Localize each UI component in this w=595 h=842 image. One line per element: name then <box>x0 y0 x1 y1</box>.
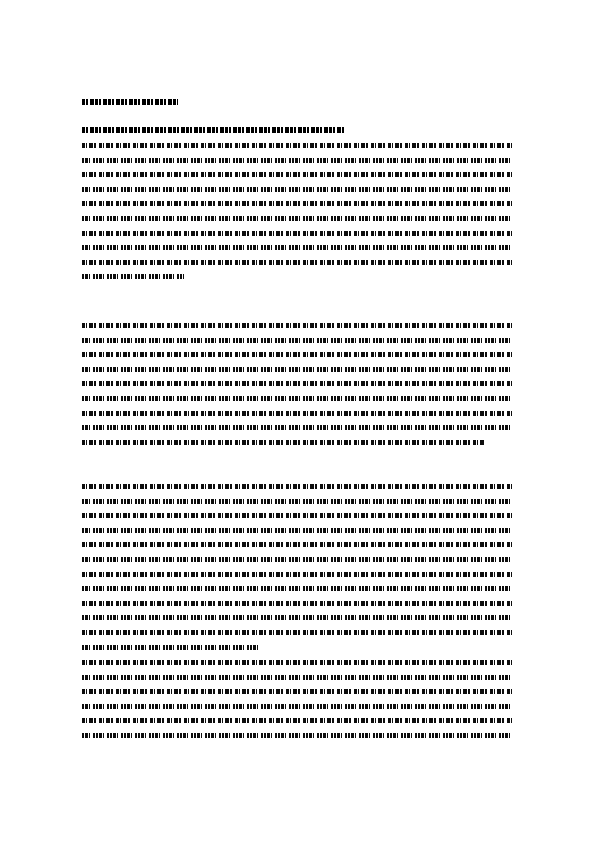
text-line <box>82 260 512 265</box>
text-line <box>82 586 512 591</box>
text-line <box>82 396 512 401</box>
text-line <box>82 411 512 416</box>
text-line <box>82 216 512 221</box>
text-line <box>82 158 512 163</box>
text-line <box>82 274 184 279</box>
paragraph-1 <box>82 143 512 289</box>
text-line <box>82 675 512 680</box>
text-line <box>82 187 512 192</box>
paragraph-3 <box>82 484 512 659</box>
text-line <box>82 528 512 533</box>
text-line <box>82 381 512 386</box>
text-line <box>82 542 512 547</box>
text-line <box>82 484 512 489</box>
text-line <box>82 367 512 372</box>
text-line <box>82 499 512 504</box>
text-line <box>82 718 512 723</box>
text-line <box>82 572 512 577</box>
text-line <box>82 352 512 357</box>
text-line <box>82 201 512 206</box>
text-line <box>82 557 512 562</box>
text-line <box>82 338 512 343</box>
text-line <box>82 425 512 430</box>
text-line <box>82 733 512 738</box>
text-line <box>82 231 512 236</box>
text-line <box>82 143 512 148</box>
text-line <box>82 689 512 694</box>
text-line <box>82 704 512 709</box>
section-title <box>82 127 344 133</box>
text-line <box>82 172 512 177</box>
text-line <box>82 323 512 328</box>
text-line <box>82 513 512 518</box>
text-line <box>82 660 512 665</box>
text-line <box>82 440 484 445</box>
text-line <box>82 615 512 620</box>
text-line <box>82 601 512 606</box>
text-line <box>82 630 512 635</box>
text-line <box>82 645 258 650</box>
paragraph-2 <box>82 323 512 454</box>
text-line <box>82 245 512 250</box>
paragraph-4 <box>82 660 512 748</box>
document-header <box>82 99 178 105</box>
